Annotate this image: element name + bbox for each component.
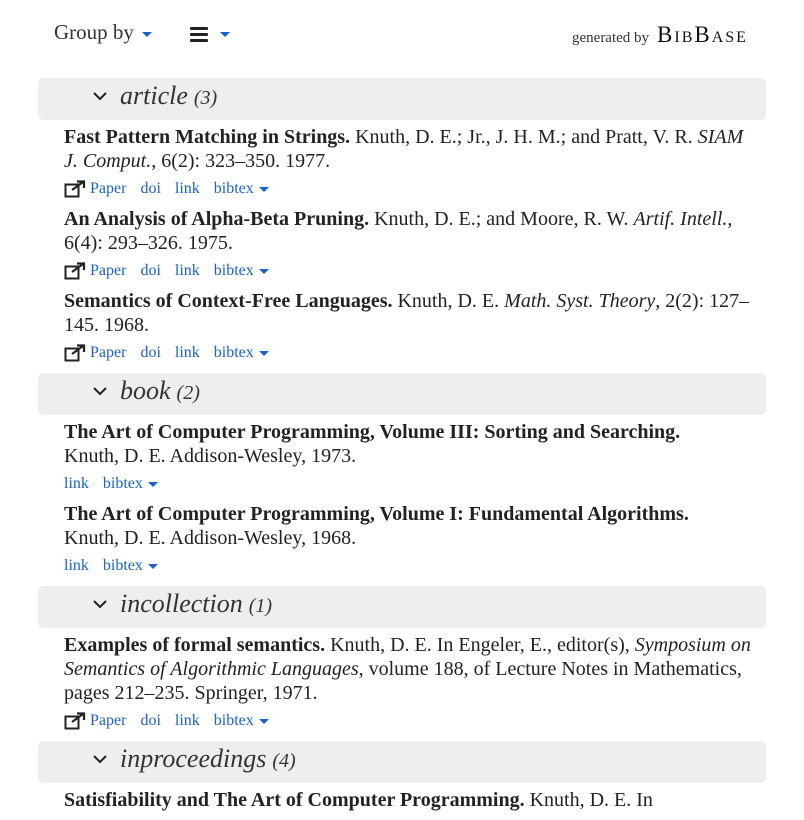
entry-authors: Knuth, D. E.; and Moore, R. W.: [369, 208, 634, 230]
list-icon: [190, 27, 208, 42]
publication-groups: [38, 78, 766, 820]
doi-link[interactable]: doi: [140, 262, 161, 279]
chevron-down-icon: [92, 598, 108, 610]
entry-title: An Analysis of Alpha-Beta Pruning.: [64, 208, 370, 230]
bibtex-label: bibtex: [213, 344, 254, 361]
chevron-down-icon: [92, 385, 108, 397]
link-link[interactable]: link: [64, 475, 89, 492]
paper-link-label: Paper: [90, 262, 127, 279]
group-entries: [38, 415, 766, 578]
entry-links: [64, 554, 766, 578]
group-count: (3): [193, 87, 218, 109]
group-header[interactable]: [38, 586, 766, 628]
entry-title: The Art of Computer Programming, Volume III: Sorting and Searching.: [64, 421, 681, 443]
bibtex-toggle[interactable]: [214, 341, 269, 365]
group-header[interactable]: [38, 373, 766, 415]
doi-link[interactable]: doi: [140, 180, 161, 197]
view-menu-button[interactable]: [190, 27, 230, 42]
group-entries: [38, 628, 766, 733]
bibtex-label: bibtex: [102, 557, 143, 574]
caret-down-icon: [259, 719, 269, 724]
link-link[interactable]: link: [174, 712, 200, 729]
caret-down-icon: [220, 32, 230, 37]
caret-down-icon: [259, 187, 269, 192]
generated-by: [572, 22, 748, 48]
bibtex-label: bibtex: [213, 180, 254, 197]
entry-title: Examples of formal semantics.: [64, 634, 326, 656]
group-entries: [38, 120, 766, 365]
group-count: (4): [272, 750, 296, 772]
bibtex-label: bibtex: [213, 712, 254, 729]
paper-link[interactable]: [64, 709, 126, 733]
entry-authors: Knuth, D. E. Addison-Wesley, 1973.: [64, 445, 357, 467]
entry-title: The Art of Computer Programming, Volume I: Fundamental Algorithms.: [64, 503, 689, 525]
link-link[interactable]: link: [174, 180, 200, 197]
external-link-icon: [64, 262, 86, 280]
caret-down-icon: [142, 32, 152, 37]
group-entries: [38, 783, 766, 812]
group-title: incollection (1): [120, 589, 273, 618]
entry-links: [64, 709, 766, 733]
bibtex-toggle[interactable]: [214, 177, 269, 201]
entry-authors: Knuth, D. E.; Jr., J. H. M.; and Pratt, V. R.: [350, 126, 698, 148]
external-link-icon: [64, 180, 86, 198]
entry-authors: Knuth, D. E. Addison-Wesley, 1968.: [64, 527, 357, 549]
bibtex-label: bibtex: [213, 262, 254, 279]
group-count: (1): [248, 595, 273, 617]
entry-venue: SIAM J. Comput.: [64, 126, 744, 172]
bibtex-toggle[interactable]: [103, 472, 158, 496]
group-incollection: [38, 586, 766, 733]
entry-links: [64, 177, 766, 201]
publication-entry: [64, 788, 754, 812]
paper-link-label: Paper: [90, 344, 127, 361]
publication-entry: [64, 207, 754, 255]
external-link-icon: [64, 712, 86, 730]
entry-authors: Knuth, D. E.: [392, 290, 505, 312]
group-title: article (3): [120, 81, 218, 110]
group-inproceedings: [38, 741, 766, 812]
link-link[interactable]: link: [174, 262, 200, 279]
entry-title: Satisfiability and The Art of Computer Programming.: [64, 789, 525, 811]
group-by-dropdown[interactable]: [54, 20, 152, 45]
paper-link[interactable]: [64, 259, 126, 283]
toolbar: [0, 0, 804, 70]
caret-down-icon: [259, 351, 269, 356]
entry-venue: Math. Syst. Theory: [504, 290, 656, 312]
caret-down-icon: [259, 269, 269, 274]
group-header[interactable]: [38, 741, 766, 783]
caret-down-icon: [148, 482, 158, 487]
chevron-down-icon: [92, 753, 108, 765]
entry-details: , 6(2): 323–350. 1977.: [151, 150, 331, 172]
publication-entry: [64, 420, 754, 468]
publication-entry: [64, 502, 754, 550]
bibbase-logo[interactable]: BibBase: [657, 22, 748, 47]
publication-entry: [64, 633, 754, 705]
group-book: [38, 373, 766, 578]
group-article: [38, 78, 766, 365]
paper-link-label: Paper: [90, 180, 127, 197]
doi-link[interactable]: doi: [140, 712, 161, 729]
entry-details: , 2(2): 127–145. 1968.: [64, 290, 750, 336]
entry-authors: Knuth, D. E. In Engeler, E., editor(s),: [325, 634, 635, 656]
group-title: inproceedings (4): [120, 744, 296, 773]
bibtex-toggle[interactable]: [214, 709, 269, 733]
entry-title: Semantics of Context-Free Languages.: [64, 290, 393, 312]
paper-link-label: Paper: [90, 712, 127, 729]
entry-details: , 6(4): 293–326. 1975.: [64, 208, 733, 254]
publication-entry: [64, 125, 754, 173]
group-title: book (2): [120, 376, 200, 405]
entry-links: [64, 472, 766, 496]
group-count: (2): [176, 382, 200, 404]
paper-link[interactable]: [64, 177, 126, 201]
entry-authors: Knuth, D. E. In: [524, 789, 653, 811]
chevron-down-icon: [92, 90, 108, 102]
entry-venue: Artif. Intell.: [633, 208, 728, 230]
link-link[interactable]: link: [64, 557, 89, 574]
entry-title: Fast Pattern Matching in Strings.: [64, 126, 351, 148]
link-link[interactable]: link: [174, 344, 200, 361]
group-by-label: Group by: [54, 20, 134, 44]
publication-entry: [64, 289, 754, 337]
generated-by-text: generated by: [572, 30, 650, 46]
bibtex-toggle[interactable]: [214, 259, 269, 283]
bibtex-label: bibtex: [102, 475, 143, 492]
entry-links: [64, 259, 766, 283]
paper-link[interactable]: [64, 341, 126, 365]
doi-link[interactable]: doi: [140, 344, 161, 361]
external-link-icon: [64, 344, 86, 362]
caret-down-icon: [148, 564, 158, 569]
bibtex-toggle[interactable]: [103, 554, 158, 578]
entry-venue: Symposium on Semantics of Algorithmic Languages: [64, 634, 751, 680]
entry-details: , volume 188, of Lecture Notes in Mathematics, pages 212–235. Springer, 1971.: [64, 658, 742, 704]
group-header[interactable]: [38, 78, 766, 120]
entry-links: [64, 341, 766, 365]
